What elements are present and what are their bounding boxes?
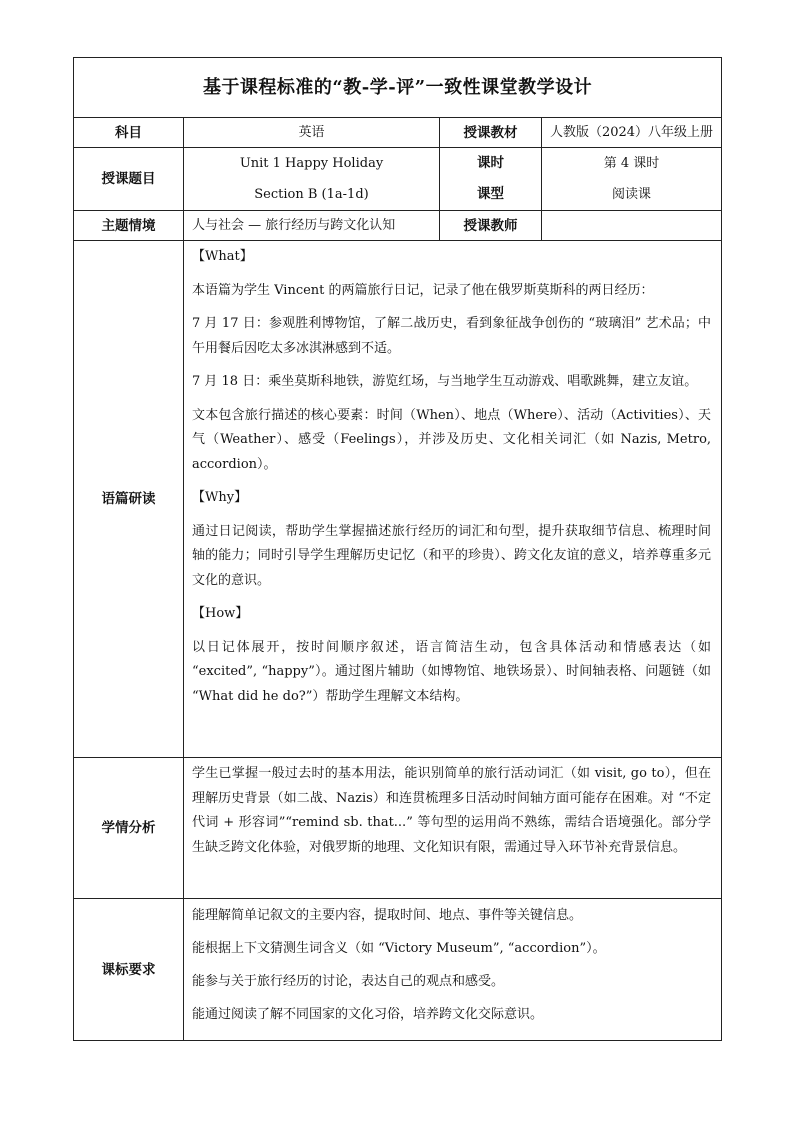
topic-label: 授课题目 xyxy=(74,148,184,211)
teacher-value xyxy=(542,211,722,241)
what-heading: 【What】 xyxy=(192,249,253,264)
curriculum-item: 能根据上下文猜测生词含义（如 “Victory Museum”, “accordion”）。 xyxy=(192,941,606,956)
context-label: 主题情境 xyxy=(74,211,184,241)
topic-value xyxy=(184,148,440,211)
type-value: 阅读课 xyxy=(612,187,652,202)
curriculum-item: 能通过阅读了解不同国家的文化习俗，培养跨文化交际意识。 xyxy=(192,1007,544,1022)
what-paragraph-2: 7 月 17 日：参观胜利博物馆，了解二战历史，看到象征战争创伤的 “玻璃泪” 艺术品；中午用餐后因吃太多冰淇淋感到不适。 xyxy=(192,316,712,356)
lesson-plan-page xyxy=(73,57,721,1042)
what-paragraph-3: 7 月 18 日：乘坐莫斯科地铁，游览红场，与当地学生互动游戏、唱歌跳舞，建立友谊。 xyxy=(192,374,698,389)
learner-analysis-content xyxy=(184,758,722,899)
textbook-label: 授课教材 xyxy=(440,118,542,148)
what-paragraph-1: 本语篇为学生 Vincent 的两篇旅行日记，记录了他在俄罗斯莫斯科的两日经历： xyxy=(192,282,654,298)
period-value: 第 4 课时 xyxy=(603,156,660,171)
what-paragraph-4: 文本包含旅行描述的核心要素：时间（When）、地点（Where）、活动（Activities）、天气（Weather）、感受（Feelings），并涉及历史、文化相关词汇（如 Nazis, Metro, accordion）。 xyxy=(192,407,712,472)
period-type-values xyxy=(542,148,722,211)
context-value: 人与社会 — 旅行经历与跨文化认知 xyxy=(184,211,440,241)
learner-analysis-text: 学生已掌握一般过去时的基本用法，能识别简单的旅行活动词汇（如 visit, go to），但在理解历史背景（如二战、Nazis）和连贯梳理多日活动时间轴方面可能存在困难。对 “不定代词 + 形容词”“remind sb. that...” 等句型的运用尚不熟练，需结合语境强化。部分学生缺乏跨文化体验，对俄罗斯的地理、文化知识有限，需通过导入环节补充背景信息。 xyxy=(192,766,712,855)
topic-line-1: Unit 1 Happy Holiday xyxy=(239,156,384,171)
text-study-content xyxy=(184,241,722,758)
lesson-plan-table xyxy=(73,57,722,1041)
curriculum-content xyxy=(184,899,722,1041)
period-type-labels xyxy=(440,148,542,211)
teacher-label: 授课教师 xyxy=(440,211,542,241)
topic-line-2: Section B (1a-1d) xyxy=(254,187,369,202)
how-heading: 【How】 xyxy=(192,606,249,621)
subject-value: 英语 xyxy=(184,118,440,148)
text-study-label: 语篇研读 xyxy=(74,241,184,758)
subject-label: 科目 xyxy=(74,118,184,148)
why-paragraph: 通过日记阅读，帮助学生掌握描述旅行经历的词汇和句型，提升获取细节信息、梳理时间轴的能力；同时引导学生理解历史记忆（和平的珍贵）、跨文化友谊的意义，培养尊重多元文化的意识。 xyxy=(192,523,712,588)
why-heading: 【Why】 xyxy=(192,490,248,505)
textbook-value: 人教版（2024）八年级上册 xyxy=(542,118,722,148)
type-label: 课型 xyxy=(477,186,504,202)
curriculum-item: 能参与关于旅行经历的讨论，表达自己的观点和感受。 xyxy=(192,974,505,989)
curriculum-item: 能理解简单记叙文的主要内容，提取时间、地点、事件等关键信息。 xyxy=(192,908,583,923)
document-title: 基于课程标准的“教-学-评”一致性课堂教学设计 xyxy=(74,58,722,118)
curriculum-label: 课标要求 xyxy=(74,899,184,1041)
period-label: 课时 xyxy=(477,155,504,171)
how-paragraph: 以日记体展开，按时间顺序叙述，语言简洁生动，包含具体活动和情感表达（如 “excited”, “happy”）。通过图片辅助（如博物馆、地铁场景）、时间轴表格、问题链（如 “What did he do?”）帮助学生理解文本结构。 xyxy=(192,639,712,704)
learner-analysis-label: 学情分析 xyxy=(74,758,184,899)
